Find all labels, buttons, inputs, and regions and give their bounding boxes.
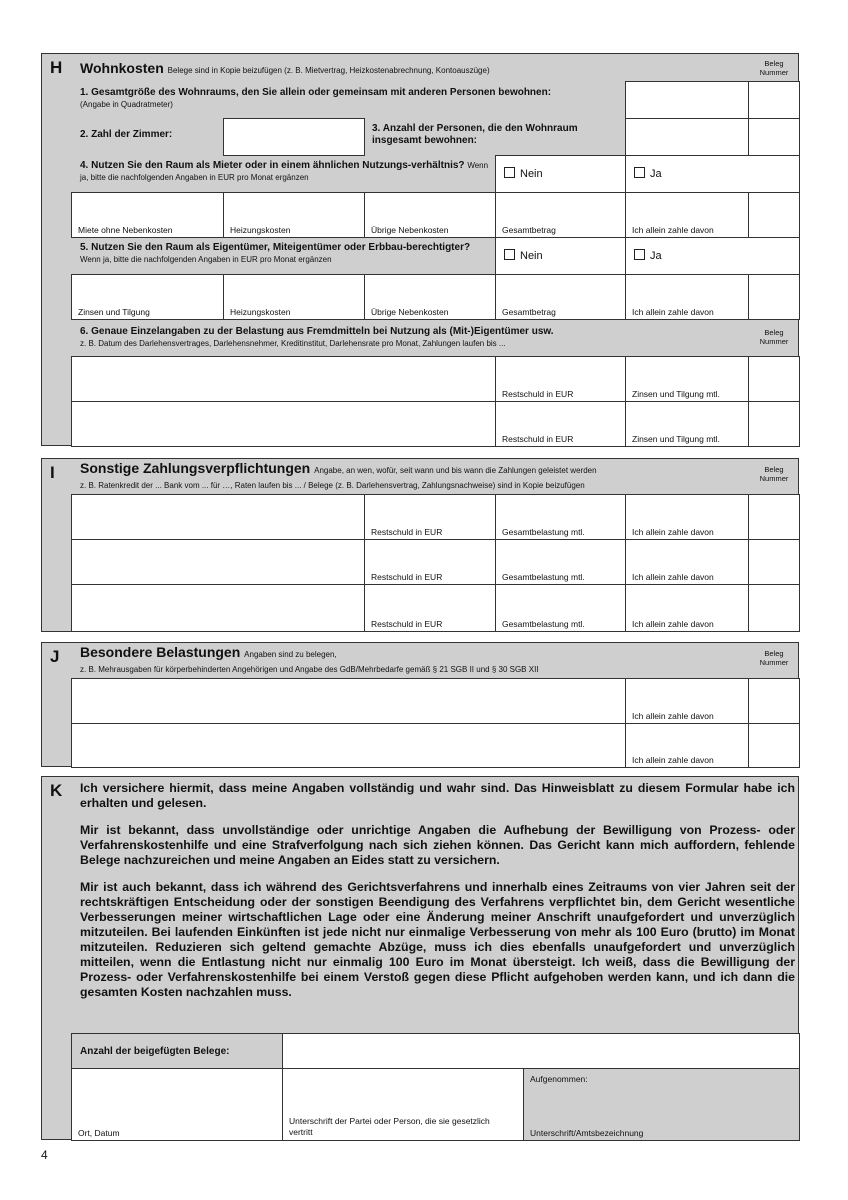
nebenkosten-field[interactable]: [364, 192, 496, 238]
section-title: [80, 462, 745, 492]
beleg-field[interactable]: [748, 678, 800, 724]
field-label: Ich allein zahle davon: [632, 527, 714, 537]
field-label: Miete ohne Nebenkosten: [78, 225, 173, 235]
q5-nein-cell: [495, 237, 626, 275]
question-6-sub: z. B. Datum des Darlehensvertrages, Darlehensnehmer, Kreditinstitut, Darlehensrate pro Monat, Zahlungen laufen bis ...: [80, 339, 506, 348]
declaration-paragraph-2: Mir ist bekannt, dass unvollständige oder unrichtige Angaben die Aufhebung der Bewilligung von Prozess- oder Verfahrenskostenhilfe und eine Strafverfolgung nach sich ziehen können. Das Gericht kann mich auffordern, fehlende Belege nachzureichen und meine Angaben an Eides statt zu versichern.: [80, 823, 795, 867]
q4-nein-option[interactable]: Nein: [504, 167, 543, 180]
field-label: Ich allein zahle davon: [632, 619, 714, 629]
zinsen-field[interactable]: [71, 274, 224, 320]
darlehen-detail-field[interactable]: [71, 356, 496, 402]
gesamtbelastung-field[interactable]: [495, 584, 626, 632]
field-label: Gesamtbetrag: [502, 225, 556, 235]
title-text: Sonstige Zahlungsverpflichtungen: [80, 460, 311, 476]
restschuld-field[interactable]: [495, 401, 626, 447]
anzahl-belege-label-cell: [71, 1033, 283, 1069]
question-6: [80, 326, 740, 350]
title-note: z. B. Ratenkredit der ... Bank vom ... für …, Raten laufen bis ... / Belege (z. B. Darlehensvertrag, Zahlungsnachweise) sind in Kopie beizufügen: [80, 481, 585, 490]
question-5-sub: Wenn ja, bitte die nachfolgenden Angaben in EUR pro Monat ergänzen: [80, 255, 332, 264]
gesamt-field[interactable]: [495, 274, 626, 320]
beleg-field[interactable]: [748, 401, 800, 447]
beleg-field[interactable]: [748, 723, 800, 768]
restschuld-field[interactable]: [364, 494, 496, 540]
checkbox-icon[interactable]: [634, 167, 645, 178]
beleg-nummer-label: Beleg Nummer: [759, 59, 789, 77]
field-label: Zinsen und Tilgung mtl.: [632, 389, 720, 399]
section-j: [41, 642, 799, 767]
section-letter: K: [50, 781, 63, 800]
zinsen-mtl-field[interactable]: [625, 401, 749, 447]
field-label: Ich allein zahle davon: [632, 225, 714, 235]
q4-ja-option[interactable]: Ja: [634, 167, 662, 180]
q5-ja-cell: [625, 237, 800, 275]
wohnraum-groesse-field[interactable]: [625, 81, 749, 119]
allein-field[interactable]: [625, 584, 749, 632]
title-text: Besondere Belastungen: [80, 644, 241, 660]
title-note: z. B. Mehrausgaben für körperbehinderten Angehörigen und Angabe des GdB/Mehrbedarfe gemäß § 21 SGB II und § 30 SGB XII: [80, 665, 539, 674]
zahlung-detail-field[interactable]: [71, 584, 365, 632]
restschuld-field[interactable]: [364, 584, 496, 632]
title-note: Belege sind in Kopie beizufügen (z. B. Mietvertrag, Heizkostenabrechnung, Kontoauszüge): [167, 66, 490, 75]
beleg-field[interactable]: [748, 584, 800, 632]
field-label: Ort, Datum: [78, 1128, 120, 1138]
allein-field[interactable]: [625, 539, 749, 585]
allein-field[interactable]: [625, 192, 749, 238]
declaration-paragraph-3: Mir ist auch bekannt, dass ich während des Gerichtsverfahrens und innerhalb eines Zeitraums von vier Jahren seit der rechtskräftigen Entscheidung oder der sonstigen Beendigung des Verfahrens verpflichtet bin, dem Gericht wesentliche Verbesserungen meiner wirtschaftlichen Lage oder eine Änderung meiner Anschrift unaufgefordert und unverzüglich mitzuteilen. Bei laufenden Einkünften ist jede nicht nur einmalige Verbesserung von mehr als 100 Euro (brutto) im Monat mitzuteilen. Reduzieren sich geltend gemachte Abzüge, muss ich dies ebenfalls unaufgefordert und unverzüglich mitteilen, wenn die Entlastung nicht nur einmalig 100 Euro im Monat übersteigt. Ich weiß, dass die Bewilligung der Prozess- oder Verfahrenskostenhilfe bei einem Verstoß gegen diese Pflicht aufgehoben werden kann, und ich dann die gesamten Kosten nachzahlen muss.: [80, 880, 795, 999]
allein-field[interactable]: [625, 678, 749, 724]
aufgenommen-label: Aufgenommen:: [530, 1074, 588, 1084]
field-label: Unterschrift der Partei oder Person, die sie gesetzlich vertritt: [289, 1116, 490, 1137]
field-label: Ich allein zahle davon: [632, 572, 714, 582]
allein-field[interactable]: [625, 723, 749, 768]
personen-field[interactable]: [625, 118, 749, 156]
beleg-field[interactable]: [748, 539, 800, 585]
field-label: Ich allein zahle davon: [632, 711, 714, 721]
q4-ja-cell: [625, 155, 800, 193]
unterschrift-partei-field[interactable]: [282, 1068, 524, 1141]
field-label: Übrige Nebenkosten: [371, 225, 449, 235]
checkbox-icon[interactable]: [634, 249, 645, 260]
question-4: [80, 160, 490, 184]
field-label: Restschuld in EUR: [502, 434, 574, 444]
q5-ja-option[interactable]: Ja: [634, 249, 662, 262]
restschuld-field[interactable]: [495, 356, 626, 402]
question-1-sub: (Angabe in Quadratmeter): [80, 100, 173, 109]
section-letter: I: [50, 463, 55, 482]
field-label: Heizungskosten: [230, 225, 291, 235]
beleg-field[interactable]: [748, 118, 800, 156]
q4-nein-cell: [495, 155, 626, 193]
question-2: 2. Zahl der Zimmer:: [80, 129, 173, 140]
title-note: Angaben sind zu belegen,: [244, 650, 337, 659]
field-label: Restschuld in EUR: [371, 572, 443, 582]
section-k: [41, 776, 799, 1140]
beleg-field[interactable]: [748, 356, 800, 402]
field-label: Restschuld in EUR: [371, 619, 443, 629]
restschuld-field[interactable]: [364, 539, 496, 585]
checkbox-icon[interactable]: [504, 167, 515, 178]
checkbox-icon[interactable]: [504, 249, 515, 260]
zimmer-field[interactable]: [223, 118, 365, 156]
question-4-text: 4. Nutzen Sie den Raum als Mieter oder in einem ähnlichen Nutzungs-verhältnis?: [80, 160, 465, 171]
field-label: Zinsen und Tilgung: [78, 307, 150, 317]
field-label: Restschuld in EUR: [371, 527, 443, 537]
question-4-sub: Wenn ja, bitte die nachfolgenden Angaben in EUR pro Monat ergänzen: [80, 161, 489, 182]
gesamt-field[interactable]: [495, 192, 626, 238]
beleg-nummer-label: Beleg Nummer: [759, 328, 789, 346]
section-h: [41, 53, 799, 446]
question-1: [80, 87, 630, 111]
heizung-field[interactable]: [223, 192, 365, 238]
beleg-field[interactable]: [748, 274, 800, 320]
question-5: [80, 242, 490, 266]
aufgenommen-cell: [523, 1068, 800, 1141]
gesamtbelastung-field[interactable]: [495, 494, 626, 540]
title-note: Angabe, an wen, wofür, seit wann und bis wann die Zahlungen geleistet werden: [314, 466, 597, 475]
zinsen-mtl-field[interactable]: [625, 356, 749, 402]
field-label: Heizungskosten: [230, 307, 291, 317]
heizung-field[interactable]: [223, 274, 365, 320]
zahlung-detail-field[interactable]: [71, 539, 365, 585]
beleg-field[interactable]: [748, 81, 800, 119]
question-3: 3. Anzahl der Personen, die den Wohnraum insgesamt bewohnen:: [372, 123, 578, 146]
section-title: [80, 60, 490, 76]
beleg-field[interactable]: [748, 192, 800, 238]
darlehen-detail-field[interactable]: [71, 401, 496, 447]
belastung-detail-field[interactable]: [71, 678, 626, 724]
field-label: Gesamtbelastung mtl.: [502, 619, 585, 629]
field-label: Restschuld in EUR: [502, 389, 574, 399]
beleg-field[interactable]: [748, 494, 800, 540]
beleg-nummer-label: Beleg Nummer: [759, 465, 789, 483]
belastung-detail-field[interactable]: [71, 723, 626, 768]
section-letter: H: [50, 58, 63, 77]
field-label: Ich allein zahle davon: [632, 307, 714, 317]
declaration-paragraph-1: Ich versichere hiermit, dass meine Angaben vollständig und wahr sind. Das Hinweisblatt zu diesem Formular habe ich erhalten und gelesen.: [80, 781, 795, 810]
field-label: Ich allein zahle davon: [632, 755, 714, 765]
page-number: 4: [41, 1148, 48, 1162]
section-title: [80, 646, 745, 676]
amtsbezeichnung-label: Unterschrift/Amtsbezeichnung: [530, 1128, 644, 1138]
field-label: Übrige Nebenkosten: [371, 307, 449, 317]
field-label: Gesamtbetrag: [502, 307, 556, 317]
anzahl-belege-label: Anzahl der beigefügten Belege:: [80, 1046, 230, 1057]
allein-field[interactable]: [625, 274, 749, 320]
field-label: Gesamtbelastung mtl.: [502, 572, 585, 582]
section-i: [41, 458, 799, 632]
field-label: Zinsen und Tilgung mtl.: [632, 434, 720, 444]
question-1-text: 1. Gesamtgröße des Wohnraums, den Sie allein oder gemeinsam mit anderen Personen bewohnen:: [80, 87, 552, 98]
title-text: Wohnkosten: [80, 60, 164, 76]
q5-nein-option[interactable]: Nein: [504, 249, 543, 262]
zahlung-detail-field[interactable]: [71, 494, 365, 540]
beleg-nummer-label: Beleg Nummer: [759, 649, 789, 667]
section-letter: J: [50, 647, 60, 666]
gesamtbelastung-field[interactable]: [495, 539, 626, 585]
nebenkosten-field[interactable]: [364, 274, 496, 320]
question-5-text: 5. Nutzen Sie den Raum als Eigentümer, Miteigentümer oder Erbbau-berechtigter?: [80, 242, 471, 253]
question-6-text: 6. Genaue Einzelangaben zu der Belastung aus Fremdmitteln bei Nutzung als (Mit-)Eigentümer usw.: [80, 326, 554, 337]
allein-field[interactable]: [625, 494, 749, 540]
ort-datum-field[interactable]: [71, 1068, 283, 1141]
field-label: Gesamtbelastung mtl.: [502, 527, 585, 537]
miete-field[interactable]: [71, 192, 224, 238]
anzahl-belege-field[interactable]: [282, 1033, 800, 1069]
